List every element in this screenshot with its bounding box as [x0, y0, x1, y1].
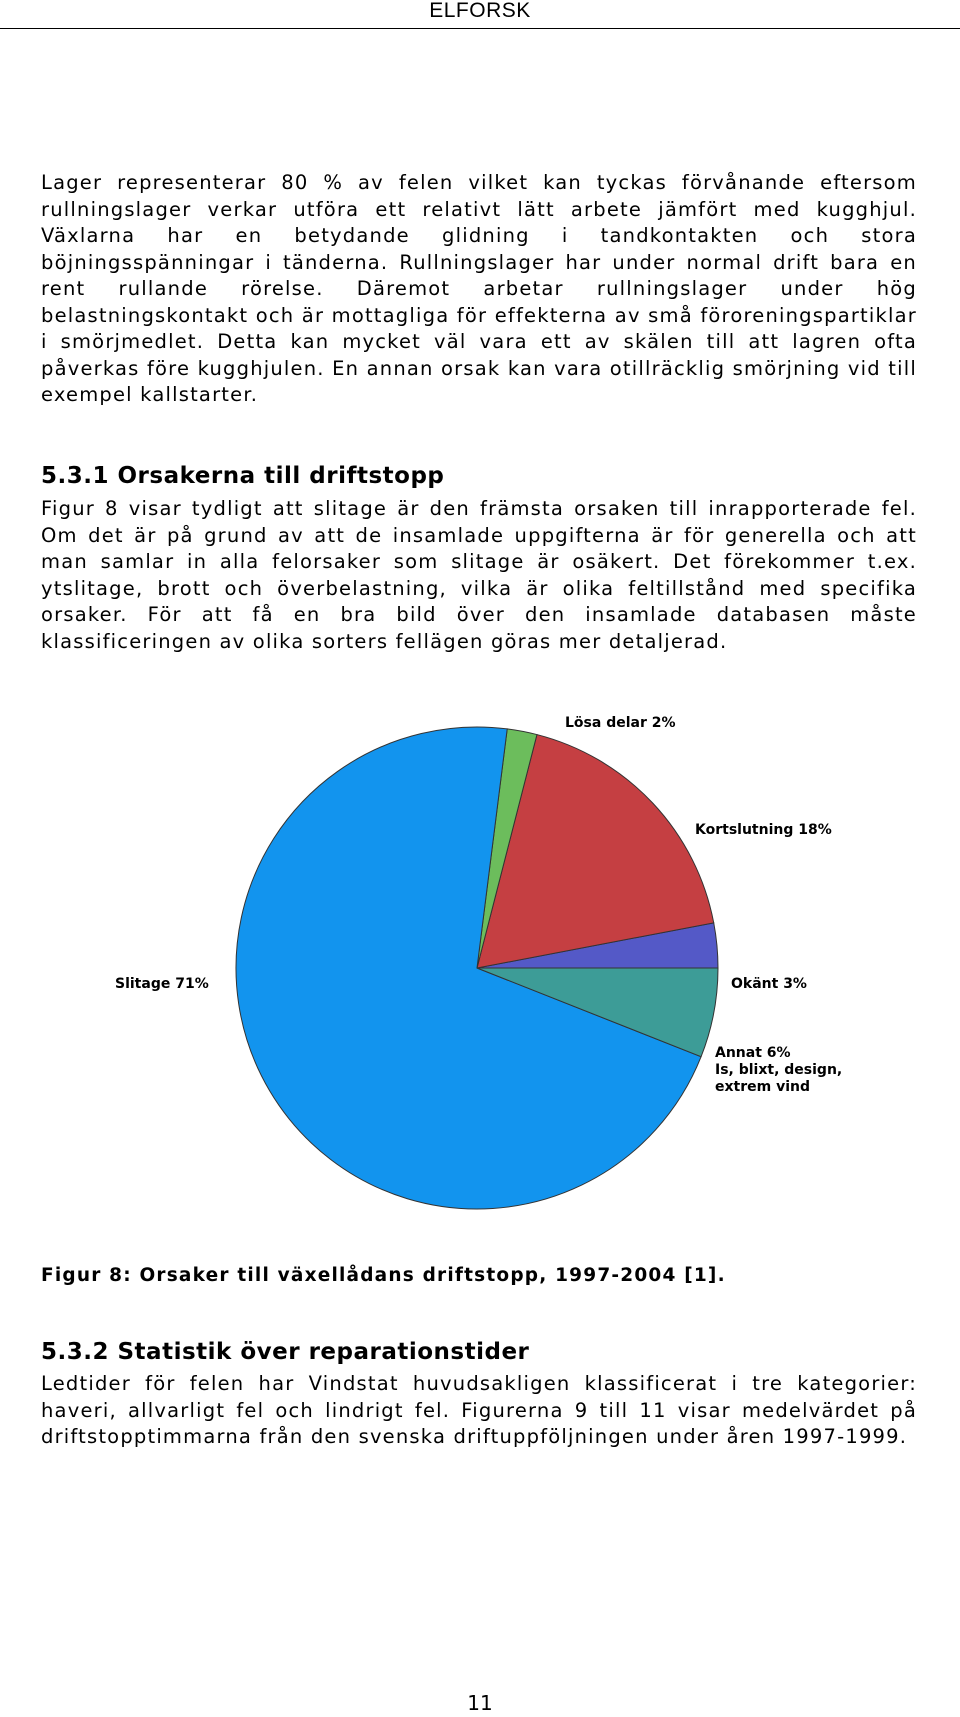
page-number: 11: [467, 1691, 493, 1715]
slice-label-okant: Okänt 3%: [731, 976, 807, 992]
slice-sublabel-annat-line2: extrem vind: [715, 1079, 810, 1095]
slice-label-slitage: Slitage 71%: [115, 976, 209, 992]
paragraph-bearings: Lager representerar 80 % av felen vilket kan tyckas förvånande eftersom rullningslager verkar utföra ett relativt lätt arbete jämfört med kugghjul. Växlarna har en betydande glidning i tandkontakten och stora böjningsspänningar i tänderna. Rullningslager har under normal drift bara en rent rullande rörelse. Däremot arbetar rullningslager under hög belastningskontakt och är mottagliga för effekterna av små föroreningspartiklar i smörjmedlet. Detta kan mycket väl vara ett av skälen till att lagren ofta påverkas före kugghjulen. En annan orsak kan vara otillräcklig smörjning vid till exempel kallstarter.: [41, 171, 917, 406]
slice-label-annat: Annat 6%: [715, 1045, 791, 1061]
paragraph-ledtider: Ledtider för felen har Vindstat huvudsakligen klassificerat i tre kategorier: haveri, allvarligt fel och lindrigt fel. Figurerna 9 till 11 visar medelvärdet på driftstopptimmarna från den svenska driftuppföljningen under åren 1997-1999.: [41, 1372, 917, 1448]
slice-label-losa-delar: Lösa delar 2%: [565, 715, 676, 731]
paragraph-figure-8: Figur 8 visar tydligt att slitage är den främsta orsaken till inrapporterade fel. Om det är på grund av att de insamlade uppgifterna är för generella och att man samlar in alla felorsaker som slitage är osäkert. Det förekommer t.ex. ytslitage, brott och överbelastning, vilka är olika feltillstånd med specifika orsaker. För att få en bra bild över den insamlade databasen måste klassificeringen av olika sorters fellägen göras mer detaljerad.: [41, 497, 917, 653]
page-header: [0, 0, 960, 29]
pie-slices: [236, 727, 718, 1209]
figure-caption: Figur 8: Orsaker till växellådans driftstopp, 1997-2004 [1].: [41, 1265, 726, 1286]
section-heading-reparationstider: 5.3.2 Statistik över reparationstider: [41, 1339, 530, 1365]
slice-sublabel-annat-line1: Is, blixt, design,: [715, 1062, 843, 1078]
pie-chart: [100, 700, 860, 1240]
slice-label-kortslutning: Kortslutning 18%: [695, 822, 832, 838]
header-title: ELFORSK: [429, 0, 531, 22]
section-heading-driftstopp: 5.3.1 Orsakerna till driftstopp: [41, 463, 445, 489]
